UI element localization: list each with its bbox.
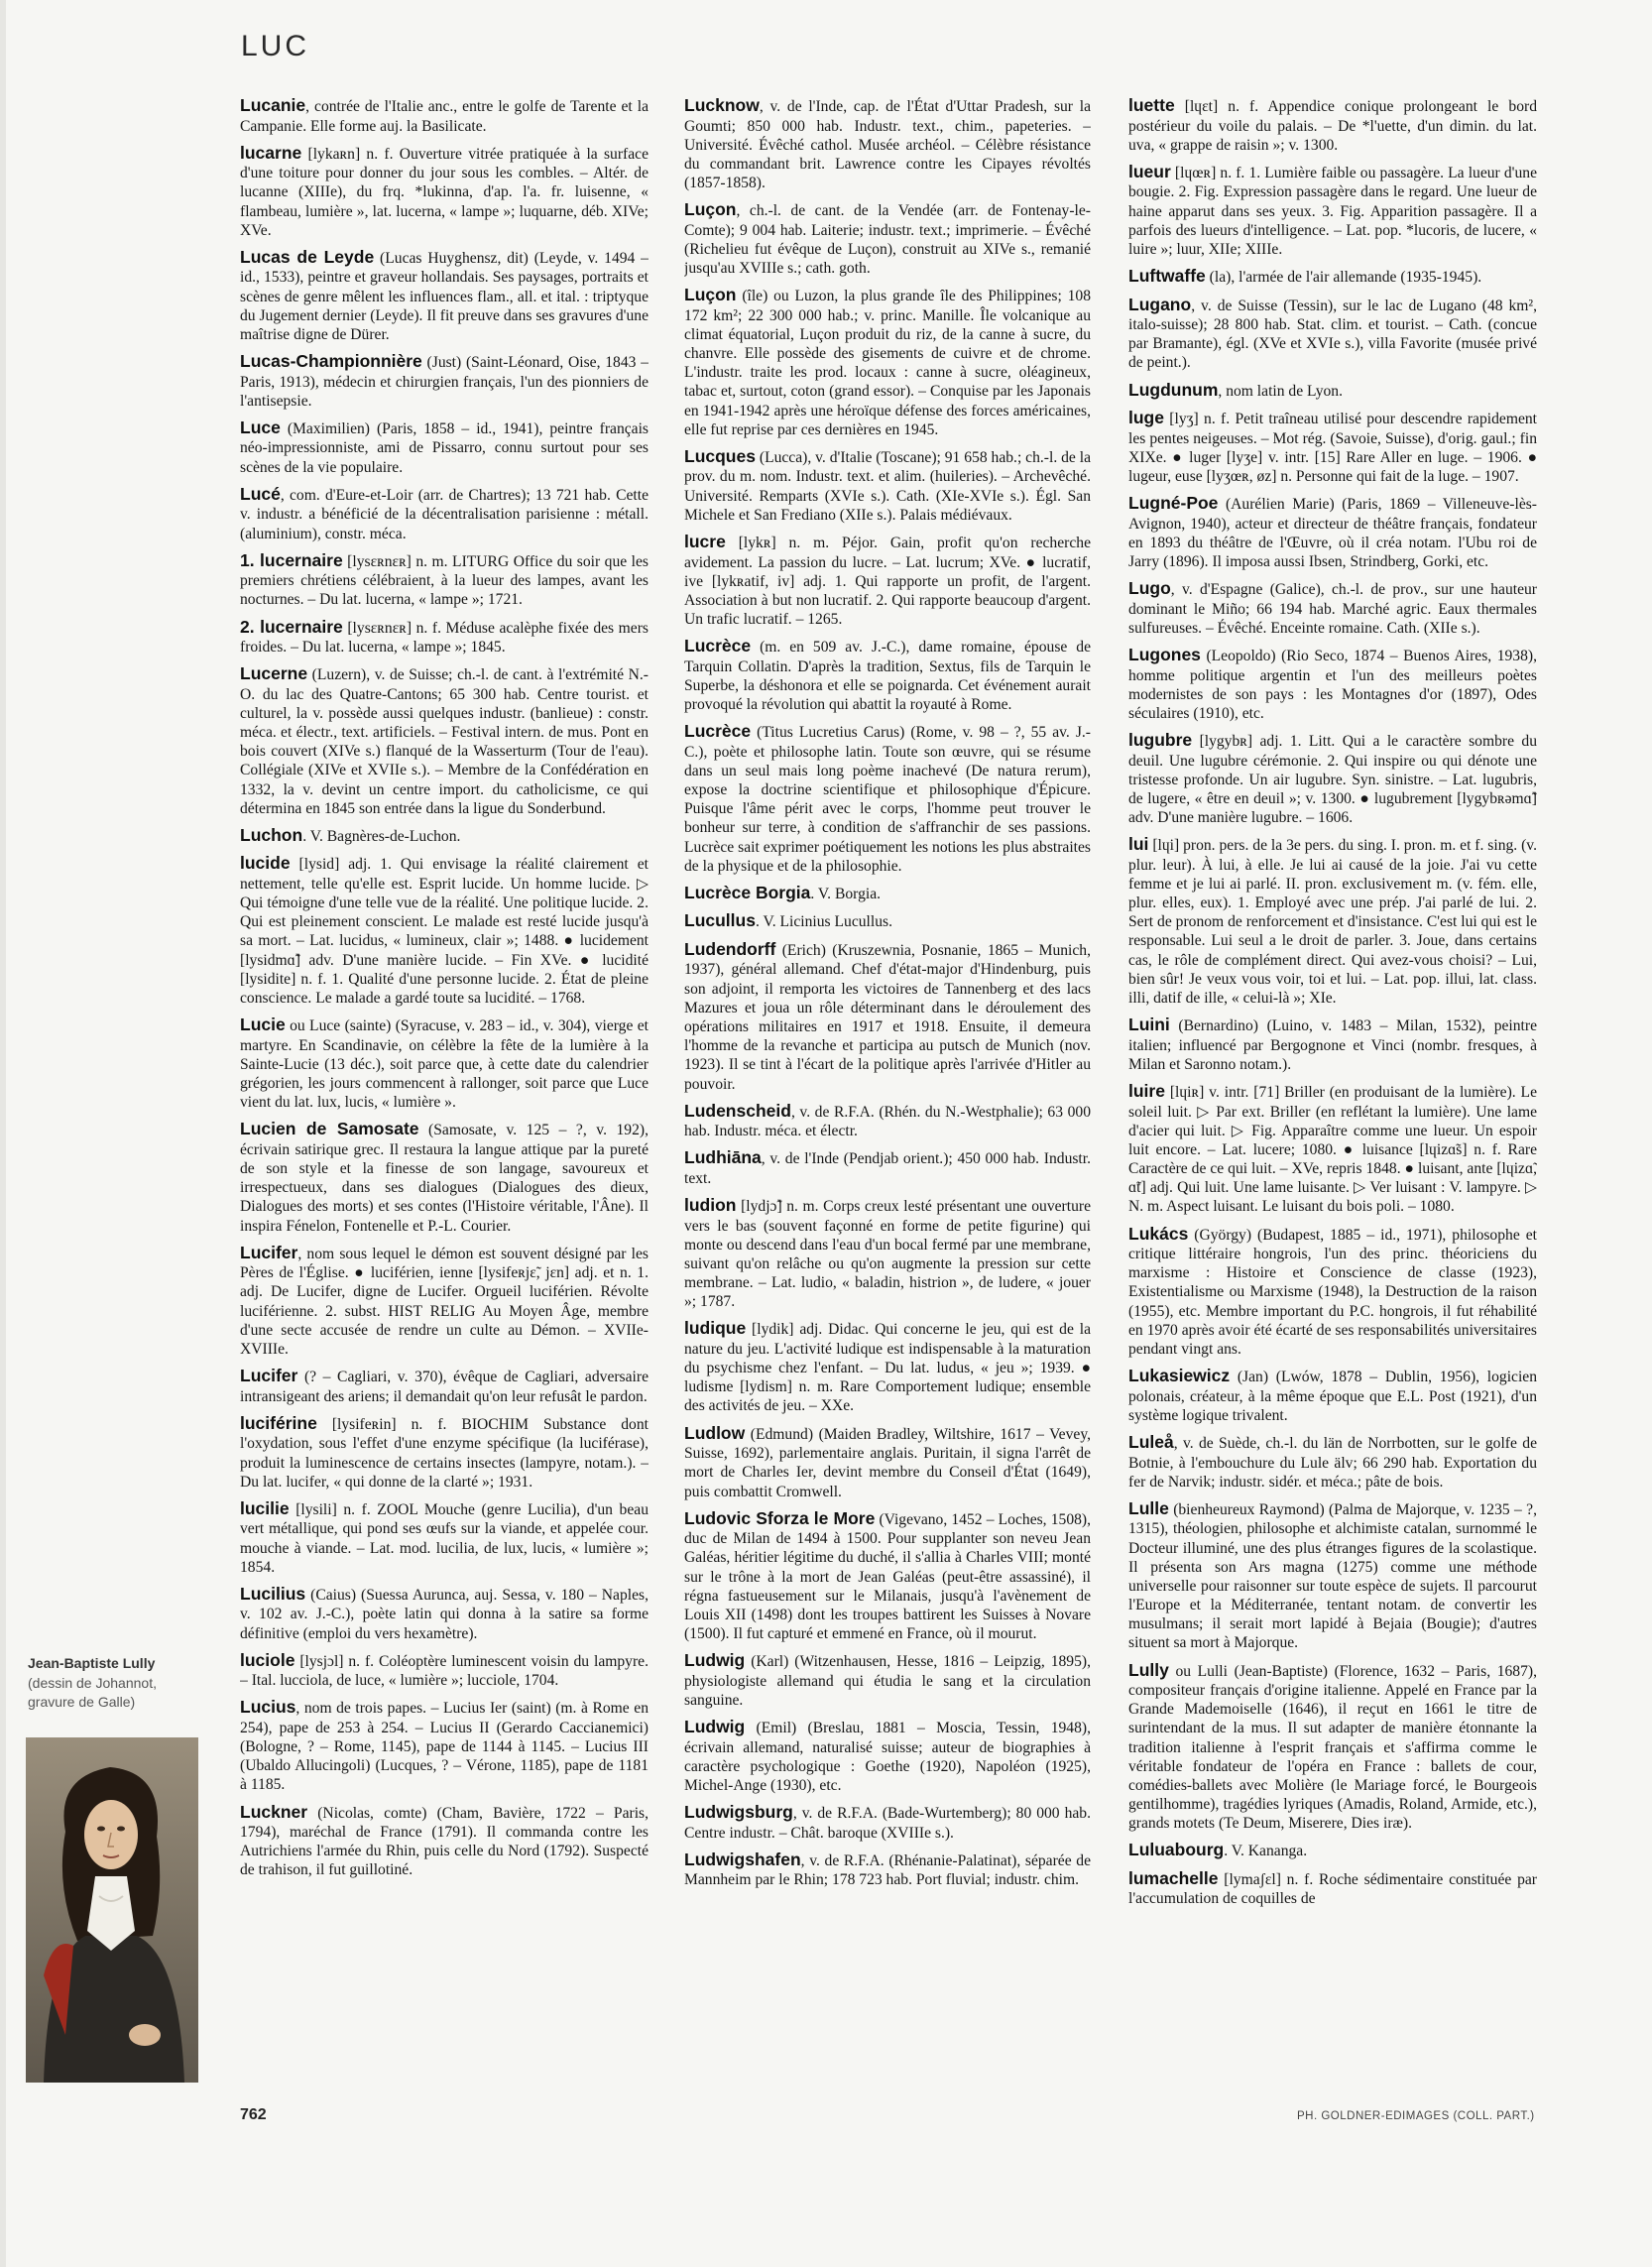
dictionary-column-1	[240, 95, 649, 2084]
entry-definition: ou Luce (sainte) (Syracuse, v. 283 – id., v. 304), vierge et martyre. En Scandinavie, on célèbre la fête de la lumière à la Sainte-Lucie (13 déc.), soit parce que, à cette date du calendrier grégorien, les jours commencent à rallonger, soit parce que Luce vient du lat. lux, lucis, « lumière ».	[240, 1017, 649, 1112]
entry-headword: Lully	[1128, 1659, 1169, 1680]
entry-definition: [lykʀ] n. m. Péjor. Gain, profit qu'on recherche avidement. La passion du lucre. – Lat. lucrum; XVe. ● lucratif, ive [lykʀatif, iv] adj. 1. Qui rapporte un profit, de l'argent. Association à but non lucratif. 2. Qui rapporte beaucoup d'argent. Un trafic lucratif. – 1265.	[684, 534, 1091, 629]
entry-definition: ou Lulli (Jean-Baptiste) (Florence, 1632 – Paris, 1687), compositeur français d'origine italienne. Appelé en France par la Grande Mademoiselle (1646), il reçut en 1661 le titre de surintendant de la mus. Il sut adapter de manière étonnante la tradition italienne à l'esprit français et s'affirma comme le véritable fondateur de l'opéra en France : ballets de cour, comédies-ballets avec Molière (le Mariage forcé, le Bourgeois gentilhomme), tragédies lyriques (Amadis, Roland, Armide, etc.), grands motets (Te Deum, Miserere, Dies iræ).	[1128, 1662, 1537, 1833]
entry-headword: lucilie	[240, 1497, 290, 1518]
dictionary-entry	[240, 351, 649, 411]
dictionary-entry	[1128, 408, 1537, 486]
entry-headword: Ludwig	[684, 1717, 746, 1737]
entry-headword: Lucanie	[240, 95, 306, 115]
entry-headword: Lucrèce	[684, 721, 752, 742]
entry-headword: 1. lucernaire	[240, 549, 343, 570]
entry-definition: (Caius) (Suessa Aurunca, auj. Sessa, v. 180 – Naples, v. 102 av. J.-C.), poète latin qui donna à la satire sa forme définitive (emploi du vers hexamètre).	[240, 1586, 649, 1642]
entry-definition: [lykaʀn] n. f. Ouverture vitrée pratiquée à la surface d'une toiture pour donner du jour sous les combles. – Altér. de lucanne (XIIIe), du frq. *lukinna, d'ap. l'a. fr. luisenne, « flambeau, lumière », lat. lucerna, « lampe »; luquarne, déb. XIVe; XVe.	[240, 145, 649, 239]
entry-definition: [lɥi] pron. pers. de la 3e pers. du sing. I. pron. m. et f. sing. (v. plur. leur). À lui, à elle. Je lui ai causé de la joie. J'ai vu cette femme et je lui ai parlé. II. pron. exclusivement m. (v. fém. elle, plur. elles, eux). 1. Employé avec une prép. J'ai parlé de lui. 2. Sert de pronom de renforcement et d'insistance. C'est lui qui est le responsable. Lui seul a le droit de parler. 3. Joue, dans certains cas, le rôle de complément direct. Qui avez-vous choisi? – Lui, bien sûr! Je veux vous voir, toi et lui. – Lat. pop. illui, lat. class. illi, datif de ille, « celui-là »; XIe.	[1128, 837, 1537, 1007]
entry-headword: Luckner	[240, 1801, 308, 1822]
dictionary-entry	[240, 825, 649, 847]
entry-definition: , ch.-l. de cant. de la Vendée (arr. de Fontenay-le-Comte); 9 004 hab. Laiterie; industr. text.; imprimerie. – Évêché (Richelieu fut évêque de Luçon), construit au XIVe s., remanié jusqu'au XVIIIe s.; cath. goth.	[684, 202, 1091, 278]
lully-portrait-image	[26, 1737, 198, 2083]
entry-definition: (Aurélien Marie) (Paris, 1869 – Villeneuve-lès-Avignon, 1940), acteur et directeur de théâtre français, fondateur en 1893 du théâtre de l'Œuvre, où il créa notam. l'Ubu roi de Jarry (1896). Il imposa aussi Ibsen, Strindberg, Gorki, etc.	[1128, 496, 1537, 571]
entry-headword: Ludlow	[684, 1422, 746, 1443]
entry-definition: (Luzern), v. de Suisse; ch.-l. de cant. à l'extrémité N.-O. du lac des Quatre-Cantons; 65 300 hab. Centre tourist. et culturel, la v. possède aussi quelques industr. (banlieue) : constr. méca. et électr., text. artificiels. – Festival intern. de mus. Pont en bois couvert (XIVe s.) flanqué de la Wasserturm (Tour de l'eau). Collégiale (XIVe et XVIIe s.). – Membre de la Confédération en 1332, la v. devint un centre import. du catholicisme, ce qui détermina en 1845 son entrée dans la ligue du Sonderbund.	[240, 666, 649, 817]
entry-definition: (Titus Lucretius Carus) (Rome, v. 98 – ?, 55 av. J.-C.), poète et philosophe latin. Toute son œuvre, qui se résume dans un seul mais long poème inachevé (De natura rerum), expose la doctrine scientifique et philosophique d'Épicure. Puisque l'âme périt avec le corps, l'homme peut trouver le bonheur sur terre, à condition de s'affranchir de ses passions. Lucrèce sait exprimer poétiquement les notions les plus abstraites de la physique et de la philosophie.	[684, 724, 1091, 875]
entry-definition: [lysid] adj. 1. Qui envisage la réalité clairement et nettement, telle qu'elle est. Esprit lucide. Un homme lucide. ▷ Qui témoigne d'une telle vue de la réalité. Une politique lucide. 2. Qui est pleinement conscient. Le malade est resté lucide jusqu'à sa mort. – Lat. lucidus, « lumineux, clair »; 1488. ● lucidement [lysidmɑ̃] adv. D'une manière lucide. – Fin XVe. ● lucidité [lysidite] n. f. 1. Qualité d'une personne lucide. 2. État de pleine conscience. Le malade a gardé toute sa lucidité. – 1768.	[240, 856, 649, 1007]
entry-headword: Lulle	[1128, 1497, 1169, 1518]
entry-definition: (? – Cagliari, v. 370), évêque de Cagliari, adversaire intransigeant des ariens; il demandait qu'on leur refusât le pardon.	[240, 1369, 649, 1405]
entry-headword: luire	[1128, 1081, 1165, 1102]
entry-headword: Lucrèce	[684, 636, 752, 656]
entry-headword: Lucrèce Borgia	[684, 882, 811, 902]
entry-headword: lueur	[1128, 161, 1171, 181]
entry-headword: Lucé	[240, 483, 281, 504]
entry-definition: . V. Bagnères-de-Luchon.	[302, 827, 461, 845]
dictionary-entry	[684, 939, 1091, 1094]
dictionary-entry	[684, 199, 1091, 278]
entry-definition: (Nicolas, comte) (Cham, Bavière, 1722 – Paris, 1794), maréchal de France (1791). Il commanda contre les Autrichiens l'armée du Rhin, puis celle du Nord (1792). Suspecté de trahison, il fut guillotiné.	[240, 1804, 649, 1879]
dictionary-entry	[240, 1366, 649, 1406]
dictionary-entry	[1128, 1498, 1537, 1653]
dictionary-entry	[1128, 295, 1537, 373]
entry-headword: Ludwigsburg	[684, 1802, 793, 1823]
entry-definition: , v. d'Espagne (Galice), ch.-l. de prov., sur une hauteur dominant le Miño; 66 194 hab. Marché agric. Eaux thermales sulfureuses. – Évêché. Enceinte romaine. Cath. (XIIe s.).	[1128, 581, 1537, 637]
entry-headword: lui	[1128, 834, 1149, 855]
entry-definition: . V. Borgia.	[810, 885, 882, 902]
entry-headword: Luftwaffe	[1128, 266, 1206, 287]
entry-definition: (bienheureux Raymond) (Palma de Majorque, v. 1235 – ?, 1315), théologien, philosophe et alchimiste catalan, surnommé le Docteur illuminé, une des plus étranges figures de la scolastique. Il présenta son Ars magna (1275) comme une méthode universelle pour raisonner sur toute espèce de sujets. Il parcourut l'Europe et la Méditerranée, tentant notam. de convertir les musulmans; il serait mort lapidé à Bejaia (Bougie); d'autres situent sa mort à Majorque.	[1128, 1500, 1537, 1652]
photo-credit: PH. GOLDNER-EDIMAGES (COLL. PART.)	[1297, 2110, 1535, 2122]
dictionary-entry	[684, 721, 1091, 876]
dictionary-entry	[684, 1318, 1091, 1415]
entry-definition: , v. de Suisse (Tessin), sur le lac de Lugano (48 km², italo-suisse); 28 800 hab. Stat. clim. et tourist. – Cath. (concue par Bramante), égl. (XVe et XVIe s.), villa Favorite (musée privé de peint.).	[1128, 297, 1537, 372]
entry-definition: (Vigevano, 1452 – Loches, 1508), duc de Milan de 1494 à 1500. Pour supplanter son neveu Jean Galéas, héritier légitime du duché, il s'allia à Charles VIII; monté sur le trône à la mort de Jean Galéas (peut-être assassiné), il régna fastueusement sur le Milanais, jusqu'à l'avènement de Louis XII (1498) dont les troupes battirent les Suisses à Novare (1500). Il fut capturé et emmené en France, où il mourut.	[684, 1510, 1091, 1643]
dictionary-entry	[684, 1802, 1091, 1843]
dictionary-entry	[684, 910, 1091, 932]
entry-headword: luge	[1128, 408, 1164, 428]
entry-headword: luciole	[240, 1649, 295, 1670]
entry-definition: [lymaʃɛl] n. f. Roche sédimentaire constituée par l'accumulation de coquilles de	[1128, 1870, 1537, 1908]
dictionary-entry	[684, 883, 1091, 904]
entry-definition: (Samosate, v. 125 – ?, v. 192), écrivain satirique grec. Il restaura la langue attique par la pureté de son style et la finesse de son langage, savoureux et irrespectueux, dans ses dialogues (Dialogues des dieux, Dialogues des morts) et ses contes (l'Histoire véritable, l'Âne). Il inspira Fénelon, Fontenelle et P.-L. Courier.	[240, 1122, 649, 1235]
entry-headword: luette	[1128, 95, 1175, 115]
dictionary-entry	[240, 484, 649, 543]
page-edge	[0, 0, 6, 2267]
dictionary-entry	[1128, 1081, 1537, 1217]
entry-definition: (Lucca), v. d'Italie (Toscane); 91 658 hab.; ch.-l. de la prov. du m. nom. Industr. text. et alim. (huileries). – Archevêché. Université. Remparts (XVIe s.). Cath. (XIe-XVIe s.). Égl. San Michele et San Frediano (XIIe s.). Palais médiévaux.	[684, 448, 1091, 524]
entry-definition: , v. de l'Inde, cap. de l'État d'Uttar Pradesh, sur la Goumti; 850 000 hab. Industr. text., chim., papeteries. – Université. Évêché cathol. Musée archéol. – Célèbre résistance du commandant brit. Lawrence contre les Cipayes révoltés (1857-1858).	[684, 98, 1091, 192]
entry-headword: Ludovic Sforza le More	[684, 1507, 876, 1528]
entry-headword: ludique	[684, 1318, 747, 1339]
dictionary-entry	[240, 418, 649, 477]
dictionary-entry	[1128, 95, 1537, 155]
dictionary-entry	[1128, 1432, 1537, 1491]
entry-definition: (Bernardino) (Luino, v. 1483 – Milan, 1532), peintre italien; influencé par Bergognone et Vinci (nombr. fresques, à Milan et Saronno notam.).	[1128, 1017, 1537, 1073]
entry-definition: (Jan) (Lwów, 1878 – Dublin, 1956), logicien polonais, créateur, à la même époque que E.L. Post (1921), d'un système logique trivalent.	[1128, 1369, 1537, 1424]
entry-headword: Luçon	[684, 285, 737, 305]
dictionary-entry	[684, 532, 1091, 629]
dictionary-entry	[240, 143, 649, 240]
dictionary-entry	[1128, 1660, 1537, 1834]
entry-definition: (Edmund) (Maiden Bradley, Wiltshire, 1617 – Vevey, Suisse, 1692), parlementaire anglais. Puritain, il signa l'arrêt de mort de Charles Ier, devint membre du Conseil d'État (1649), puis combattit Cromwell.	[684, 1425, 1091, 1500]
entry-definition: [lɥœʀ] n. f. 1. Lumière faible ou passagère. La lueur d'une bougie. 2. Fig. Expression passagère dans le regard. Une lueur de haine apparut dans ses yeux. 3. Fig. Apparition passagère. Il a parfois des lueurs d'intelligence. – Lat. pop. *lucoris, de lucere, « luire »; luur, XIIe; XIIIe.	[1128, 164, 1537, 258]
entry-definition: (île) ou Luzon, la plus grande île des Philippines; 108 172 km²; 22 300 000 hab.; v. princ. Manille. Île volcanique au climat équatorial, Luçon produit du riz, de la canne à sucre, du chanvre. Elle possède des gisements de cuivre et de chrome. L'industr. traite les prod. locaux : canne à sucre, oléagineux, tabac et, surtout, coton (grand essor). – Conquise par les Japonais en 1941-1942 après une héroïque défense des forces américaines, elle fut reprise par ces dernières en 1945.	[684, 288, 1091, 438]
running-head: LUC	[241, 30, 310, 62]
dictionary-entry	[684, 1101, 1091, 1141]
entry-headword: Luchon	[240, 824, 303, 845]
entry-definition: , nom sous lequel le démon est souvent désigné par les Pères de l'Église. ● luciférien, ienne [lysifeʀjɛ̃, jɛn] adj. et n. 1. adj. De Lucifer, digne de Lucifer. Orgueil luciférien. Révolte luciférienne. 2. subst. HIST RELIG Au Moyen Âge, membre d'une secte accusée de rendre un culte au Démon. – XVIIe-XVIIIe.	[240, 1245, 649, 1358]
dictionary-entry	[240, 247, 649, 344]
entry-headword: lucarne	[240, 142, 302, 163]
entry-definition: [lysɛʀnɛʀ] n. m. LITURG Office du soir que les premiers chrétiens célébraient, à la lueur des lampes, avant les nocturnes. – Du lat. lucerna, « lampe »; 1721.	[240, 552, 649, 609]
entry-headword: Lucas-Championnière	[240, 351, 422, 372]
entry-definition: [lɥɛt] n. f. Appendice conique prolongeant le bord postérieur du voile du palais. – De *l'uette, d'un dimin. du lat. uva, « grappe de raisin »; v. 1300.	[1128, 98, 1537, 154]
entry-headword: Luleå	[1128, 1431, 1174, 1452]
entry-definition: . V. Licinius Lucullus.	[755, 913, 892, 931]
dictionary-entry	[1128, 834, 1537, 1008]
dictionary-entry	[684, 1650, 1091, 1710]
entry-headword: Lugano	[1128, 294, 1192, 314]
portrait-caption	[28, 1654, 206, 1713]
dictionary-entry	[1128, 380, 1537, 402]
entry-headword: Lucilius	[240, 1583, 306, 1604]
entry-definition: (Karl) (Witzenhausen, Hesse, 1816 – Leipzig, 1895), physiologiste allemand qui étudia le sang et la circulation sanguine.	[684, 1653, 1091, 1709]
entry-headword: Ludhiāna	[684, 1147, 762, 1168]
dictionary-entry	[240, 1243, 649, 1359]
entry-headword: Ludenscheid	[684, 1100, 791, 1121]
entry-definition: (m. en 509 av. J.-C.), dame romaine, épouse de Tarquin Collatin. D'après la tradition, Sextus, fils de Tarquin le Superbe, la déshonora et elle se poignarda. Cet événement aurait provoqué la révolution qui abattit la royauté à Rome.	[684, 639, 1091, 714]
dictionary-entry	[684, 95, 1091, 192]
entry-headword: Lugné-Poe	[1128, 493, 1219, 514]
entry-definition: [lydjɔ̃] n. m. Corps creux lesté présentant une ouverture vers le bas (souvent façonné en forme de petite figurine) qui monte ou descend dans l'eau d'un bocal fermé par une membrane, suivant qu'on relâche ou qu'on augmente la pression sur cette membrane. – Lat. ludio, « baladin, histrion », de ludere, « jouer »; 1787.	[684, 1198, 1091, 1311]
entry-definition: [lyʒ] n. f. Petit traîneau utilisé pour descendre rapidement les pentes neigeuses. – Mot rég. (Savoie, Suisse), d'orig. gaul.; fin XIXe. ● luger [lyʒe] v. intr. [15] Rare Aller en luge. – 1906. ● lugeur, euse [lyʒœʀ, øz] n. Personne qui fait de la luge. – 1907.	[1128, 411, 1537, 485]
dictionary-entry	[240, 617, 649, 657]
dictionary-entry	[240, 1119, 649, 1235]
entry-headword: Lucullus	[684, 910, 756, 931]
entry-headword: Lukács	[1128, 1223, 1189, 1244]
entry-headword: Lugo	[1128, 578, 1171, 599]
entry-headword: Lucius	[240, 1697, 296, 1718]
dictionary-entry	[240, 663, 649, 818]
entry-definition: (Erich) (Kruszewnia, Posnanie, 1865 – Munich, 1937), général allemand. Chef d'état-major d'Hindenburg, puis son adjoint, il remporta les victoires de Tannenberg et des lacs Mazures et joua un rôle déterminant dans le déroulement des opérations militaires en 1917 et 1918. Ensuite, il demeura l'homme de la revanche et participa au putsch de Munich (nov. 1923). Il se tint à l'écart de la politique après l'arrivée d'Hitler au pouvoir.	[684, 941, 1091, 1093]
entry-headword: Lucknow	[684, 95, 760, 115]
dictionary-entry	[684, 1849, 1091, 1890]
entry-headword: Ludendorff	[684, 938, 776, 959]
entry-definition: , v. de R.F.A. (Rhén. du N.-Westphalie); 63 000 hab. Industr. méca. et électr.	[684, 1103, 1091, 1140]
entry-definition: , contrée de l'Italie anc., entre le golfe de Tarente et la Campanie. Elle forme auj. la Basilicate.	[240, 98, 649, 135]
entry-headword: Ludwigshafen	[684, 1849, 801, 1869]
dictionary-entry	[1128, 1366, 1537, 1425]
entry-headword: Lucifer	[240, 1366, 298, 1386]
entry-headword: Lugdunum	[1128, 379, 1219, 400]
entry-definition: , nom latin de Lyon.	[1218, 382, 1343, 400]
entry-headword: 2. lucernaire	[240, 616, 343, 637]
entry-definition: [lɥiʀ] v. intr. [71] Briller (en produisant de la lumière). Le soleil luit. ▷ Par ext. Briller (en reflétant la lumière). Une lame d'acier qui luit. ▷ Fig. Apparaître comme une lueur. Un espoir luit encore. – Lat. lucere; 1080. ● luisance [lɥizɑ̃s] n. f. Rare Caractère de ce qui luit. – XVe, repris 1848. ● luisant, ante [lɥizɑ̃, ɑ̃t] adj. Qui luit. Une lame luisante. ▷ Ver luisant : V. lampyre. ▷ N. m. Aspect luisant. Le luisant du bois poli. – 1080.	[1128, 1084, 1537, 1216]
entry-headword: Lucas de Leyde	[240, 246, 375, 267]
dictionary-entry	[684, 285, 1091, 439]
dictionary-column-3	[1128, 95, 1537, 2084]
dictionary-entry	[684, 1423, 1091, 1501]
entry-headword: luciférine	[240, 1412, 317, 1433]
entry-definition: , v. de Suède, ch.-l. du län de Norrbotten, sur le golfe de Botnie, à l'embouchure du Lule älv; 66 290 hab. Exportation du fer de Narvik; industr. sidér. et méca.; pâte de bois.	[1128, 1434, 1537, 1491]
dictionary-entry	[240, 95, 649, 136]
entry-definition: [lygybʀ] adj. 1. Litt. Qui a le caractère sombre du deuil. Une lugubre cérémonie. 2. Qui inspire ou qui dénote une tristesse profonde. Un air lugubre. Syn. sinistre. – Lat. lugubris, de lugere, « être en deuil »; v. 1300. ● lugubrement [lygybʀəmɑ̃] adv. D'une manière lugubre. – 1606.	[1128, 733, 1537, 827]
entry-headword: Lucerne	[240, 663, 308, 684]
dictionary-entry	[1128, 645, 1537, 723]
dictionary-column-2	[684, 95, 1091, 2084]
dictionary-entry	[1128, 162, 1537, 259]
dictionary-entry	[684, 636, 1091, 714]
entry-definition: , com. d'Eure-et-Loir (arr. de Chartres); 13 721 hab. Cette v. industr. a bénéficié de la décentralisation parisienne : métall. (aluminium), constr. méca.	[240, 486, 649, 542]
dictionary-entry	[1128, 578, 1537, 638]
entry-definition: [lysili] n. f. ZOOL Mouche (genre Lucilia), d'un beau vert métallique, qui pond ses œufs sur la viande, et appelée cour. mouche à viande. – Lat. mod. lucilia, de lux, lucis, « lumière »; 1854.	[240, 1500, 649, 1576]
entry-headword: Lugones	[1128, 645, 1201, 665]
entry-definition: (Just) (Saint-Léonard, Oise, 1843 – Paris, 1913), médecin et chirurgien français, l'un des pionniers de l'antisepsie.	[240, 354, 649, 410]
dictionary-entry	[684, 1508, 1091, 1644]
dictionary-entry	[1128, 730, 1537, 827]
entry-definition: (Maximilien) (Paris, 1858 – id., 1941), peintre français néo-impressionniste, ami de Pissarro, connu surtout pour ses scènes de la vie populaire.	[240, 419, 649, 476]
dictionary-entry	[1128, 1014, 1537, 1074]
entry-definition: (Emil) (Breslau, 1881 – Moscia, Tessin, 1948), écrivain allemand, naturalisé suisse; auteur de biographies à caractère psychologique : Goethe (1920), Napoléon (1925), Michel-Ange (1930), etc.	[684, 1720, 1091, 1794]
entry-definition: [lysjɔl] n. f. Coléoptère luminescent voisin du lampyre. – Ital. lucciola, de luce, « lumière »; lucciole, 1704.	[240, 1652, 649, 1690]
entry-headword: Lucie	[240, 1014, 286, 1035]
portrait-caption-note: (dessin de Johannot, gravure de Galle)	[28, 1674, 157, 1711]
dictionary-entry	[1128, 1840, 1537, 1861]
entry-definition: , v. de l'Inde (Pendjab orient.); 450 000 hab. Industr. text.	[684, 1150, 1091, 1187]
entry-headword: lucide	[240, 853, 291, 874]
entry-headword: Lucien de Samosate	[240, 1119, 419, 1139]
entry-definition: , v. de R.F.A. (Rhénanie-Palatinat), séparée de Mannheim par le Rhin; 178 723 hab. Port fluvial; industr. chim.	[684, 1851, 1091, 1889]
entry-definition: [lydik] adj. Didac. Qui concerne le jeu, qui est de la nature du jeu. L'activité ludique est indispensable à la maturation du psychisme chez l'enfant. – Du lat. ludus, « jeu »; 1939. ● ludisme [lydism] n. m. Rare Comportement ludique; ensemble des activités de jeu. – XXe.	[684, 1321, 1091, 1415]
dictionary-entry	[1128, 493, 1537, 571]
dictionary-entry	[240, 1498, 649, 1577]
entry-headword: Luluabourg	[1128, 1840, 1225, 1860]
entry-definition: (György) (Budapest, 1885 – id., 1971), philosophe et critique littéraire hongrois, l'un des princ. théoriciens du marxisme : Histoire et Conscience de classe (1923), Existentialisme ou Marxisme (1948), la Destruction de la raison (1955), etc. Membre important du P.C. hongrois, il fut réhabilité en 1970 après avoir été écarté de ses responsabilités universitaires pendant vingt ans.	[1128, 1226, 1537, 1358]
entry-headword: lucre	[684, 531, 726, 551]
dictionary-entry	[240, 1697, 649, 1794]
entry-definition: (Lucas Huyghensz, dit) (Leyde, v. 1494 – id., 1533), peintre et graveur hollandais. Ses paysages, portraits et scènes de genre mêlent les influences flam., all. et ital. : triptyque du Jugement dernier (Leyde). Il fit preuve dans ses gravures d'une maîtrise digne de Dürer.	[240, 249, 649, 343]
dictionary-entry	[240, 1584, 649, 1643]
entry-definition: , nom de trois papes. – Lucius Ier (saint) (m. à Rome en 254), pape de 253 à 254. – Lucius II (Gerardo Caccianemici) (Bologne, ? – Rome, 1145), pape de 1144 à 1145. – Lucius III (Ubaldo Allucingoli) (Lucques, ? – Vérone, 1185), pape de 1181 à 1185.	[240, 1700, 649, 1794]
dictionary-entry	[240, 550, 649, 610]
dictionary-entry	[240, 1413, 649, 1491]
entry-definition: (Leopoldo) (Rio Seco, 1874 – Buenos Aires, 1938), homme politique argentin et l'un des meilleurs poètes modernistes de son pays : les Montagnes d'or (1897), Odes séculaires (1910), etc.	[1128, 648, 1537, 722]
entry-headword: Luçon	[684, 199, 737, 220]
dictionary-entry	[684, 1717, 1091, 1795]
entry-headword: ludion	[684, 1195, 737, 1216]
entry-headword: Luce	[240, 417, 281, 437]
dictionary-entry	[240, 853, 649, 1008]
dictionary-entry	[240, 1650, 649, 1691]
entry-headword: Lucques	[684, 445, 756, 466]
portrait-caption-name: Jean-Baptiste Lully	[28, 1655, 156, 1671]
dictionary-entry	[1128, 1868, 1537, 1909]
entry-definition: (la), l'armée de l'air allemande (1935-1945).	[1205, 269, 1482, 287]
entry-headword: Lukasiewicz	[1128, 1366, 1231, 1386]
entry-definition: . V. Kananga.	[1224, 1843, 1308, 1860]
entry-headword: Lucifer	[240, 1242, 298, 1262]
entry-headword: Luini	[1128, 1014, 1170, 1035]
dictionary-entry	[240, 1802, 649, 1880]
dictionary-entry	[684, 446, 1091, 525]
entry-headword: lumachelle	[1128, 1867, 1219, 1888]
dictionary-entry	[684, 1147, 1091, 1188]
dictionary-entry	[240, 1014, 649, 1112]
dictionary-entry	[1128, 266, 1537, 288]
entry-headword: Ludwig	[684, 1650, 746, 1671]
entry-headword: lugubre	[1128, 730, 1193, 751]
entry-definition: [lysifeʀin] n. f. BIOCHIM Substance dont l'oxydation, sous l'effet d'une enzyme spécifique (la luciférase), produit la luminescence de certains insectes (lampyre, notam.). – Du lat. lucifer, « qui donne de la clarté »; 1931.	[240, 1415, 649, 1491]
dictionary-entry	[1128, 1224, 1537, 1360]
page-number: 762	[240, 2106, 267, 2123]
dictionary-entry	[684, 1195, 1091, 1311]
entry-definition: , v. de R.F.A. (Bade-Wurtemberg); 80 000 hab. Centre industr. – Chât. baroque (XVIIIe s.).	[684, 1805, 1091, 1842]
entry-definition: [lysɛʀnɛʀ] n. f. Méduse acalèphe fixée des mers froides. – Du lat. lucerna, « lampe »; 1845.	[240, 619, 649, 656]
